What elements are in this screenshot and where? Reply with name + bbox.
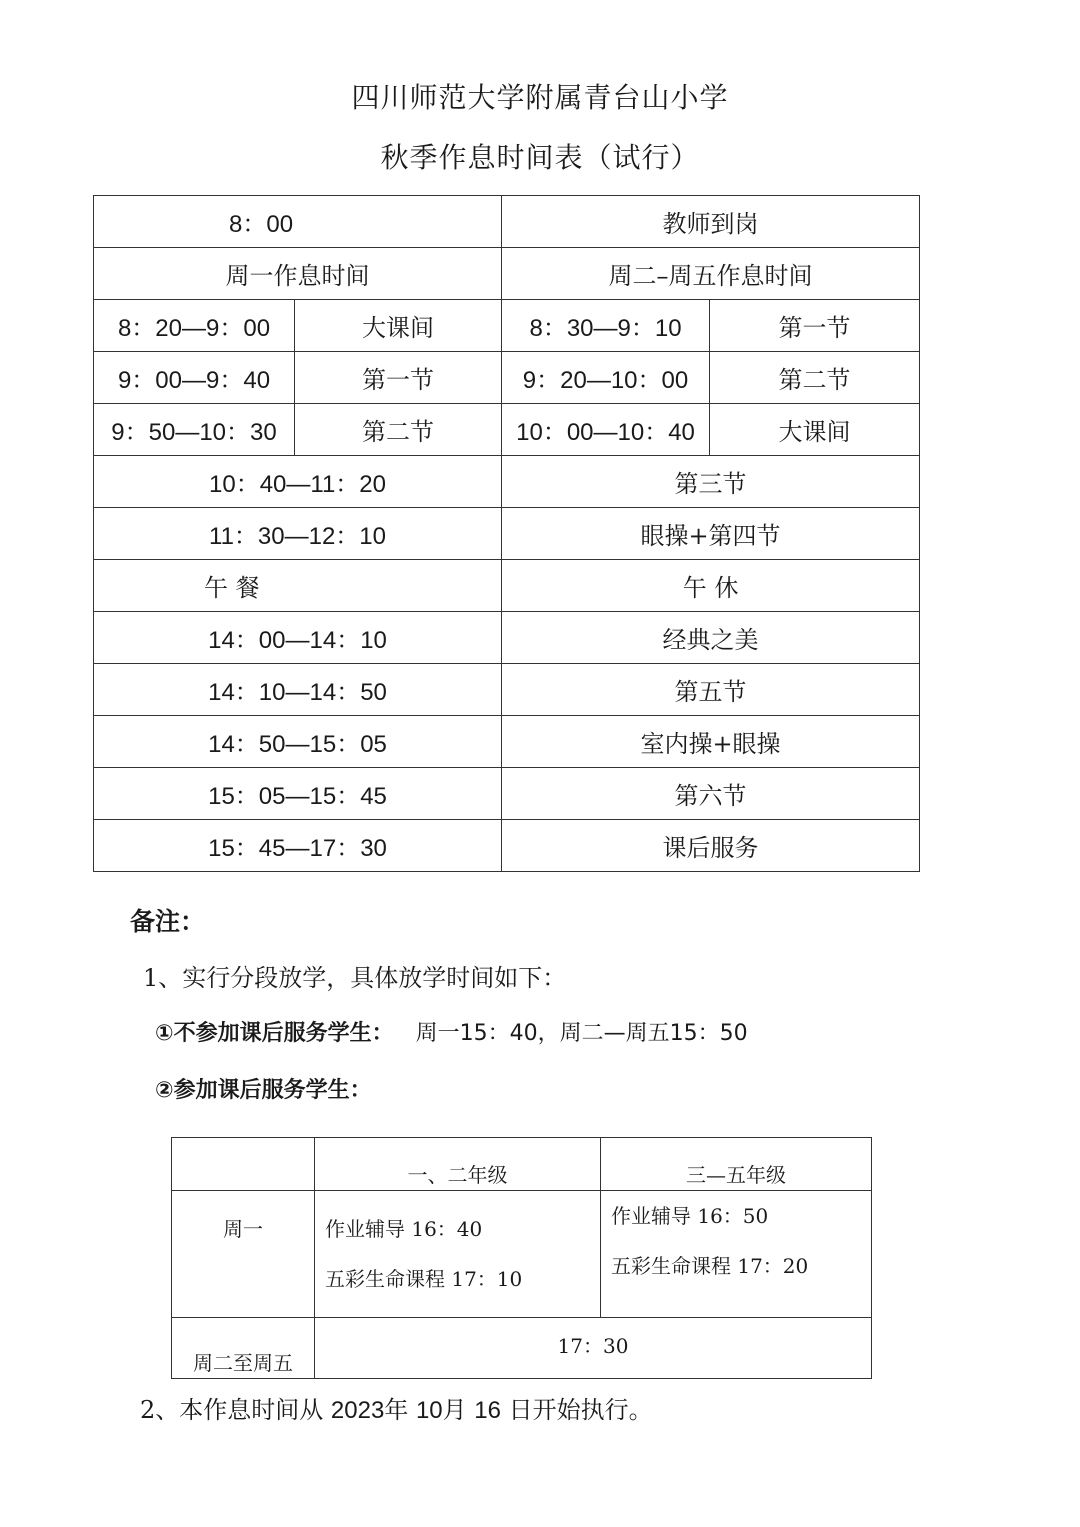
table-row	[94, 768, 920, 820]
time-cell: 14：00—14：10	[94, 612, 502, 664]
time-cell: 15：45—17：30	[94, 820, 502, 872]
time-cell: 14：50—15：05	[94, 716, 502, 768]
rule-1b: ②参加课后服务学生：	[155, 1078, 372, 1103]
rule-2	[140, 1390, 653, 1425]
activity-cell: 经典之美	[502, 612, 920, 664]
g35-course: 五彩生命课程 17：20	[611, 1254, 809, 1278]
mon-time: 8：20—9：00	[94, 300, 295, 352]
schedule-title: 秋季作息时间表（试行）	[380, 141, 700, 174]
activity-cell: 第六节	[502, 768, 920, 820]
tf-time: 9：20—10：00	[502, 352, 710, 404]
rule-2-month-unit: 月	[442, 1396, 467, 1424]
remarks-heading: 备注：	[130, 907, 206, 936]
after-school-table	[171, 1137, 872, 1379]
table-row	[94, 560, 920, 612]
g12-course: 五彩生命课程 17：10	[325, 1267, 523, 1291]
monday-label: 周一	[172, 1191, 315, 1318]
tue-fri-time: 17：30	[315, 1318, 872, 1379]
table-row	[94, 196, 920, 248]
g12-tutoring: 作业辅导 16：40	[325, 1217, 483, 1241]
table-row	[94, 248, 920, 300]
activity-cell: 第五节	[502, 664, 920, 716]
rule-2-month: 10	[415, 1397, 443, 1424]
tf-activity: 第一节	[710, 300, 920, 352]
table-row	[94, 664, 920, 716]
table-row	[94, 456, 920, 508]
table-row	[94, 300, 920, 352]
corner-cell	[172, 1138, 315, 1191]
mon-activity: 第二节	[295, 404, 502, 456]
table-row	[94, 352, 920, 404]
activity-cell: 眼操+第四节	[502, 508, 920, 560]
tf-time: 8：30—9：10	[502, 300, 710, 352]
rule-1: 1、实行分段放学，具体放学时间如下：	[143, 964, 567, 992]
nap-cell: 午 休	[502, 560, 920, 612]
rule-2-prefix: 2、本作息时间从	[140, 1396, 324, 1424]
activity-cell: 室内操+眼操	[502, 716, 920, 768]
activity-cell: 第三节	[502, 456, 920, 508]
activity-cell: 课后服务	[502, 820, 920, 872]
rule-2-year-unit: 年	[384, 1396, 409, 1424]
table-row	[94, 404, 920, 456]
schedule-table	[93, 195, 920, 872]
grade-1-2-header: 一、二年级	[315, 1138, 601, 1191]
mon-time: 9：00—9：40	[94, 352, 295, 404]
monday-grade-1-2	[315, 1191, 601, 1318]
table-row	[172, 1138, 872, 1191]
table-row	[172, 1191, 872, 1318]
rule-1a-label: ①不参加课后服务学生：	[155, 1021, 394, 1046]
rule-2-day: 16	[474, 1397, 501, 1424]
rule-1a	[155, 1016, 748, 1047]
tf-activity: 第二节	[710, 352, 920, 404]
table-row	[172, 1318, 872, 1379]
mon-activity: 第一节	[295, 352, 502, 404]
school-title: 四川师范大学附属青台山小学	[351, 81, 729, 114]
time-cell: 15：05—15：45	[94, 768, 502, 820]
tue-fri-header: 周二–周五作息时间	[502, 248, 920, 300]
tue-fri-label: 周二至周五	[172, 1318, 315, 1379]
time-cell: 10：40—11：20	[94, 456, 502, 508]
rule-2-year: 2023	[330, 1397, 385, 1424]
mon-activity: 大课间	[295, 300, 502, 352]
g35-tutoring: 作业辅导 16：50	[611, 1204, 769, 1228]
lunch-cell: 午 餐	[94, 560, 502, 612]
rule-2-suffix: 日开始执行。	[508, 1396, 653, 1424]
monday-header: 周一作息时间	[94, 248, 502, 300]
arrival-time: 8：00	[94, 196, 502, 248]
time-cell: 14：10—14：50	[94, 664, 502, 716]
arrival-activity: 教师到岗	[502, 196, 920, 248]
table-row	[94, 508, 920, 560]
table-row	[94, 716, 920, 768]
table-row	[94, 612, 920, 664]
time-cell: 11：30—12：10	[94, 508, 502, 560]
tf-time: 10：00—10：40	[502, 404, 710, 456]
monday-grade-3-5	[601, 1191, 872, 1318]
tf-activity: 大课间	[710, 404, 920, 456]
grade-3-5-header: 三—五年级	[601, 1138, 872, 1191]
table-row	[94, 820, 920, 872]
mon-time: 9：50—10：30	[94, 404, 295, 456]
rule-1a-times: 周一15：40，周二—周五15：50	[415, 1021, 748, 1046]
